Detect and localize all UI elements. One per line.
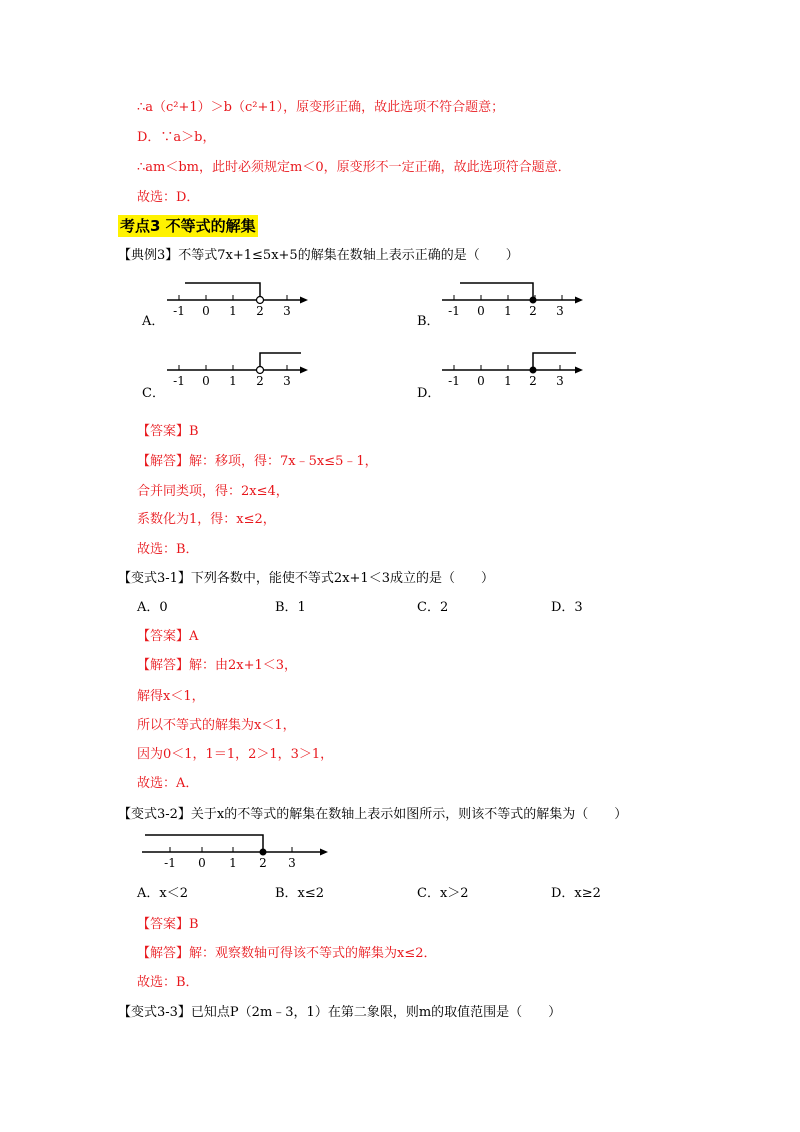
example3-question: 【典例3】不等式7x+1≤5x+5的解集在数轴上表示正确的是（ ）: [118, 248, 519, 263]
variant31-solution-line: 所以不等式的解集为x＜1，: [137, 718, 296, 733]
tick-label: 1: [229, 856, 237, 870]
tick-label: -1: [448, 374, 460, 388]
tick-label: 1: [504, 304, 512, 318]
variant31-answer: 【答案】A: [137, 629, 199, 644]
axis-arrow: [300, 297, 308, 304]
tick-label: 3: [283, 374, 291, 388]
tick-label: 0: [198, 856, 206, 870]
tick-label: 0: [202, 374, 210, 388]
variant32-option-a: A．x＜2: [137, 886, 188, 901]
tick-label: -1: [448, 304, 460, 318]
variant32-solution-line: 故选：B．: [137, 975, 199, 990]
tick-label: 0: [477, 304, 485, 318]
prev-solution-choose: 故选：D．: [137, 190, 200, 205]
example3-option-d-label: D．: [417, 386, 441, 401]
tick-label: 1: [229, 304, 237, 318]
solution-ray: [533, 353, 576, 370]
tick-label: 3: [556, 374, 564, 388]
axis-arrow: [575, 367, 583, 374]
prev-solution-line-c: ∴a（c²+1）＞b（c²+1），原变形正确，故此选项不符合题意；: [137, 100, 505, 115]
prev-solution-line-d1: D．∵a＞b，: [137, 130, 216, 145]
example3-option-a-label: A．: [142, 314, 165, 329]
tick-label: -1: [173, 304, 185, 318]
solution-ray: [260, 353, 301, 370]
tick-label: 2: [259, 856, 267, 870]
tick-label: -1: [173, 374, 185, 388]
axis-arrow: [320, 849, 328, 856]
section-heading: 考点3 不等式的解集: [120, 217, 256, 235]
number-line-c[interactable]: [165, 348, 310, 390]
variant32-option-d: D．x≥2: [551, 886, 601, 901]
solution-ray: [185, 283, 260, 300]
tick-label: 1: [504, 374, 512, 388]
tick-label: 3: [288, 856, 296, 870]
example3-option-c-label: C．: [142, 386, 165, 401]
variant31-solution-line: 故选：A．: [137, 776, 199, 791]
variant32-question: 【变式3-2】关于x的不等式的解集在数轴上表示如图所示，则该不等式的解集为（ ）: [118, 807, 628, 822]
variant31-solution-line: 解得x＜1，: [137, 689, 205, 704]
variant31-option-b: B．1: [275, 600, 306, 615]
tick-label: 2: [256, 374, 264, 388]
tick-label: 0: [477, 374, 485, 388]
variant32-option-c: C．x＞2: [417, 886, 469, 901]
variant33-question: 【变式3-3】已知点P（2m﹣3，1）在第二象限，则m的取值范围是（ ）: [118, 1005, 562, 1020]
number-line-d[interactable]: [440, 348, 585, 390]
open-endpoint: [257, 297, 264, 304]
number-line-b[interactable]: [440, 278, 585, 320]
example3-solution-line: 合并同类项，得：2x≤4，: [137, 484, 289, 499]
variant31-option-a: A．0: [137, 600, 168, 615]
tick-label: 2: [529, 374, 537, 388]
example3-option-b-label: B．: [417, 314, 440, 329]
example3-answer: 【答案】B: [137, 424, 199, 439]
closed-endpoint: [260, 849, 267, 856]
variant31-question: 【变式3-1】下列各数中，能使不等式2x+1＜3成立的是（ ）: [118, 571, 494, 586]
tick-label: 2: [256, 304, 264, 318]
tick-label: 3: [283, 304, 291, 318]
example3-solution-line: 系数化为1，得：x≤2，: [137, 512, 276, 527]
closed-endpoint: [530, 297, 537, 304]
closed-endpoint: [530, 367, 537, 374]
variant32-answer: 【答案】B: [137, 917, 199, 932]
axis-arrow: [300, 367, 308, 374]
solution-ray: [145, 835, 263, 852]
variant32-option-b: B．x≤2: [275, 886, 325, 901]
tick-label: 0: [202, 304, 210, 318]
axis-arrow: [575, 297, 583, 304]
variant32-solution-line: 【解答】解：观察数轴可得该不等式的解集为x≤2．: [137, 946, 437, 961]
variant31-solution-line: 因为0＜1，1＝1，2＞1，3＞1，: [137, 747, 334, 762]
example3-solution-line: 故选：B．: [137, 542, 199, 557]
prev-solution-line-d2: ∴am＜bm，此时必须规定m＜0，原变形不一定正确，故此选项符合题意．: [137, 160, 571, 175]
variant31-solution-line: 【解答】解：由2x+1＜3，: [137, 658, 298, 673]
number-line-a[interactable]: [165, 278, 310, 320]
example3-solution-line: 【解答】解：移项，得：7x﹣5x≤5﹣1，: [137, 454, 378, 469]
tick-label: -1: [164, 856, 176, 870]
solution-ray: [460, 283, 533, 300]
open-endpoint: [257, 367, 264, 374]
variant31-option-d: D．3: [551, 600, 583, 615]
number-line-variant32[interactable]: [140, 830, 330, 872]
tick-label: 2: [529, 304, 537, 318]
variant31-option-c: C．2: [417, 600, 449, 615]
tick-label: 1: [229, 374, 237, 388]
tick-label: 3: [556, 304, 564, 318]
